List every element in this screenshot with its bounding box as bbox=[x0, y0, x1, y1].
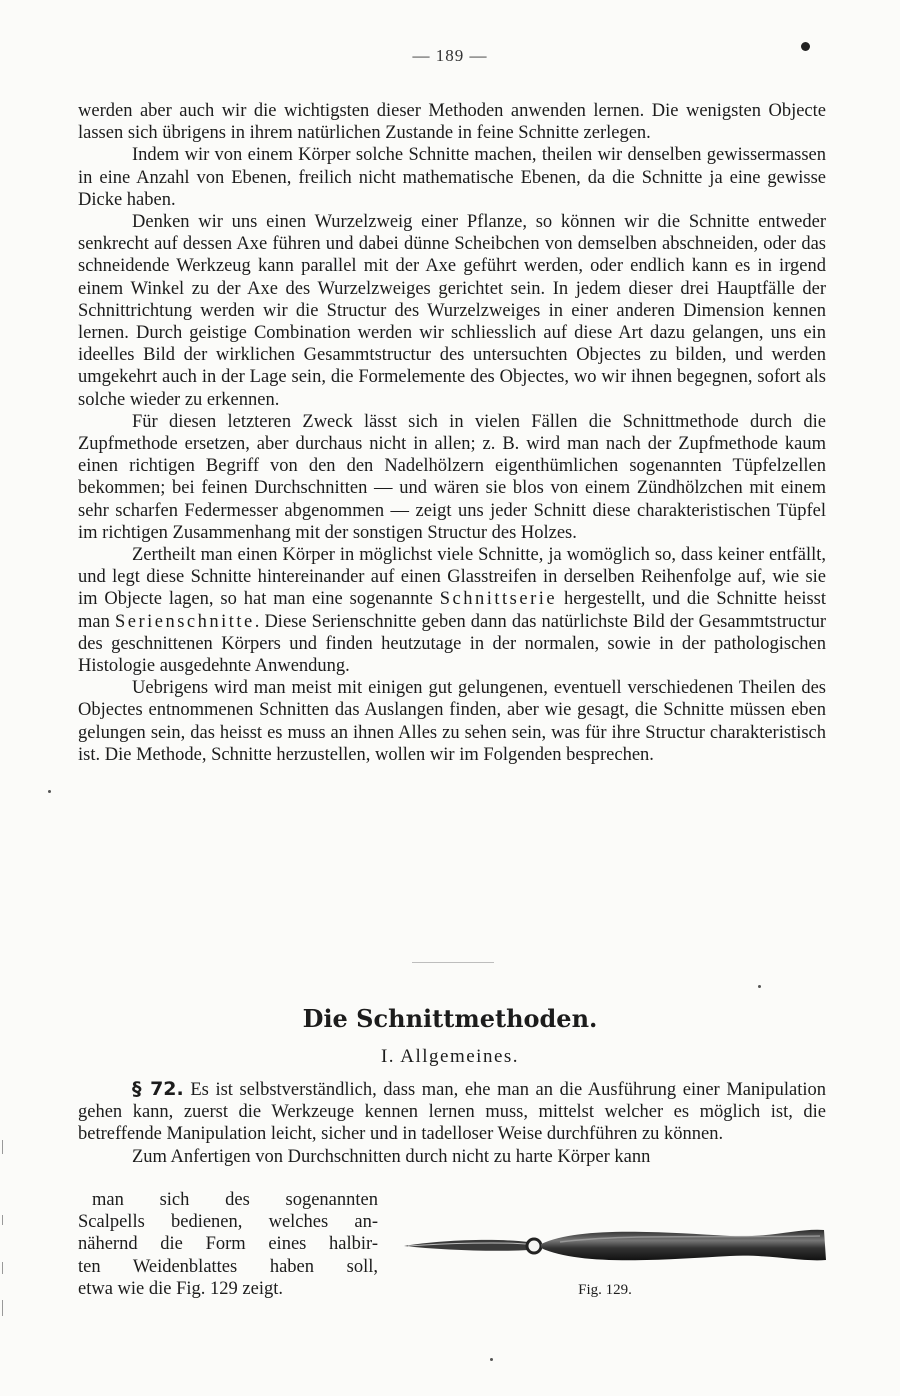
scalpel-figure bbox=[400, 1222, 830, 1270]
text-line: Scalpells bedienen, welches an- bbox=[78, 1212, 378, 1233]
section-72 bbox=[78, 1078, 826, 1168]
text-run: Zertheilt man einen Körper in möglichst viele Schnitte, ja womöglich so, dass keiner entfällt, und legt diese Schnitte hintereinander auf einen Glasstreifen in derselben Reihenfolge auf, wie sie im Objecte lagen, so hat man eine sogenannte bbox=[78, 545, 826, 610]
ink-dot bbox=[801, 42, 810, 51]
page-number: — 189 — bbox=[412, 46, 488, 65]
text-line: nähernd die Form eines halbir- bbox=[78, 1234, 378, 1255]
figure-caption: Fig. 129. bbox=[578, 1282, 632, 1298]
text-run: . Diese Serienschnitte geben dann das natürlichste Bild der Gesammtstructur des geschnittenen Körpers und finden heutzutage in der normalen, sowie in der pathologischen Histologie ausgedehnte Anwendung. bbox=[78, 611, 826, 677]
text-line: ten Weidenblattes haben soll, bbox=[78, 1256, 378, 1277]
wrapped-text bbox=[78, 1189, 378, 1300]
text-run: hergestellt, und die Schnitte heisst man bbox=[78, 589, 826, 632]
paragraph: Indem wir von einem Körper solche Schnitte machen, theilen wir denselben gewissermassen in eine Anzahl von Ebenen, freilich nicht mathematische Ebenen, da die Schnitte ja eine gewisse Dicke haben. bbox=[78, 145, 826, 210]
print-speck bbox=[48, 790, 51, 793]
section-number: § 72. bbox=[132, 1078, 184, 1100]
scalpel-handle bbox=[541, 1230, 826, 1261]
serial-sections-paragraph bbox=[78, 544, 826, 677]
paragraph bbox=[78, 1078, 826, 1146]
paragraph: werden aber auch wir die wichtigsten dieser Methoden anwenden lernen. Die wenigsten Objecte lassen sich übrigens in ihrem natürlichen Zustande in feine Schnitte zerlegen. bbox=[78, 101, 826, 144]
print-speck bbox=[758, 985, 761, 988]
term-serienschnitte: Serienschnitte bbox=[114, 611, 255, 632]
section-divider bbox=[412, 962, 494, 963]
margin-mark bbox=[2, 1262, 3, 1274]
text-line: man sich des sogenannten bbox=[92, 1190, 378, 1210]
margin-mark bbox=[2, 1140, 3, 1154]
print-speck bbox=[490, 1358, 493, 1361]
subsection-title: I. Allgemeines. bbox=[380, 1046, 520, 1067]
paragraph: Für diesen letzteren Zweck lässt sich in vielen Fällen die Schnittmethode durch die Zupfmethode ersetzen, aber durchaus nicht in allen; z. B. wird man nach der Zupfmethode kaum einen richtigen Begriff von den den Nadelhölzern eigenthümlichen sogenannten Tüpfelzellen bekommen; bei feinen Durchschnitten — und wären sie blos von einem Zündhölzchen mit einem sehr scharfen Federmesser abgenommen — zeigt uns jeder Schnitt diese charakteristischen Tüpfel im richtigen Zusammenhang mit der sonstigen Structur des Holzes. bbox=[78, 411, 826, 543]
paragraph: Denken wir uns einen Wurzelzweig einer Pflanze, so können wir die Schnitte entweder senkrecht auf dessen Axe führen und dabei dünne Scheibchen von demselben abschneiden, oder das schneidende Werkzeug kann parallel mit der Axe geführt werden, oder endlich kann es in irgend einem Winkel zu der Axe des Wurzelzweiges gerichtet sein. In jedem dieser drei Hauptfälle der Schnittrichtung werden wir die Structur des Wurzelzweiges in einer anderen Dimension kennen lernen. Durch geistige Combination werden wir schliesslich auf diese Art dazu gelangen, uns ein ideelles Bild der wirklichen Gesammtstructur des untersuchten Objectes zu bilden, und werden umgekehrt auch in der Lage sein, die Formelemente des Objectes, wo wir ihnen begegnen, sofort als solche wieder zu erkennen. bbox=[78, 212, 826, 410]
text-line: etwa wie die Fig. 129 zeigt. bbox=[78, 1278, 283, 1299]
term-schnittserie: Schnittserie bbox=[439, 589, 558, 610]
margin-mark bbox=[2, 1215, 3, 1225]
paragraph: Uebrigens wird man meist mit einigen gut gelungenen, eventuell verschiedenen Theilen des Objectes entnommenen Schnitten das Auslangen finden, aber wie gesagt, die Schnitte müssen eben gelungen sein, das heisst es muss an ihnen Alles zu sehen sein, was für ihre Structur charakteristisch ist. Die Methode, Schnitte herzustellen, wollen wir im Folgenden besprechen. bbox=[78, 678, 826, 765]
section-title: Die Schnittmethoden. bbox=[302, 1004, 598, 1033]
scalpel-bolster bbox=[527, 1239, 541, 1253]
text-run: Es ist selbstverständlich, dass man, ehe man an die Ausführung einer Manipulation gehen kann, zuerst die Werkzeuge kennen lernen muss, mittelst welcher es möglich ist, die betreffende Manipulation leicht, sicher und in tadelloser Weise durchführen zu können. bbox=[78, 1080, 826, 1145]
paragraph: Zum Anfertigen von Durchschnitten durch nicht zu harte Körper kann bbox=[132, 1146, 651, 1167]
margin-mark bbox=[2, 1300, 3, 1316]
body-text bbox=[78, 100, 826, 766]
